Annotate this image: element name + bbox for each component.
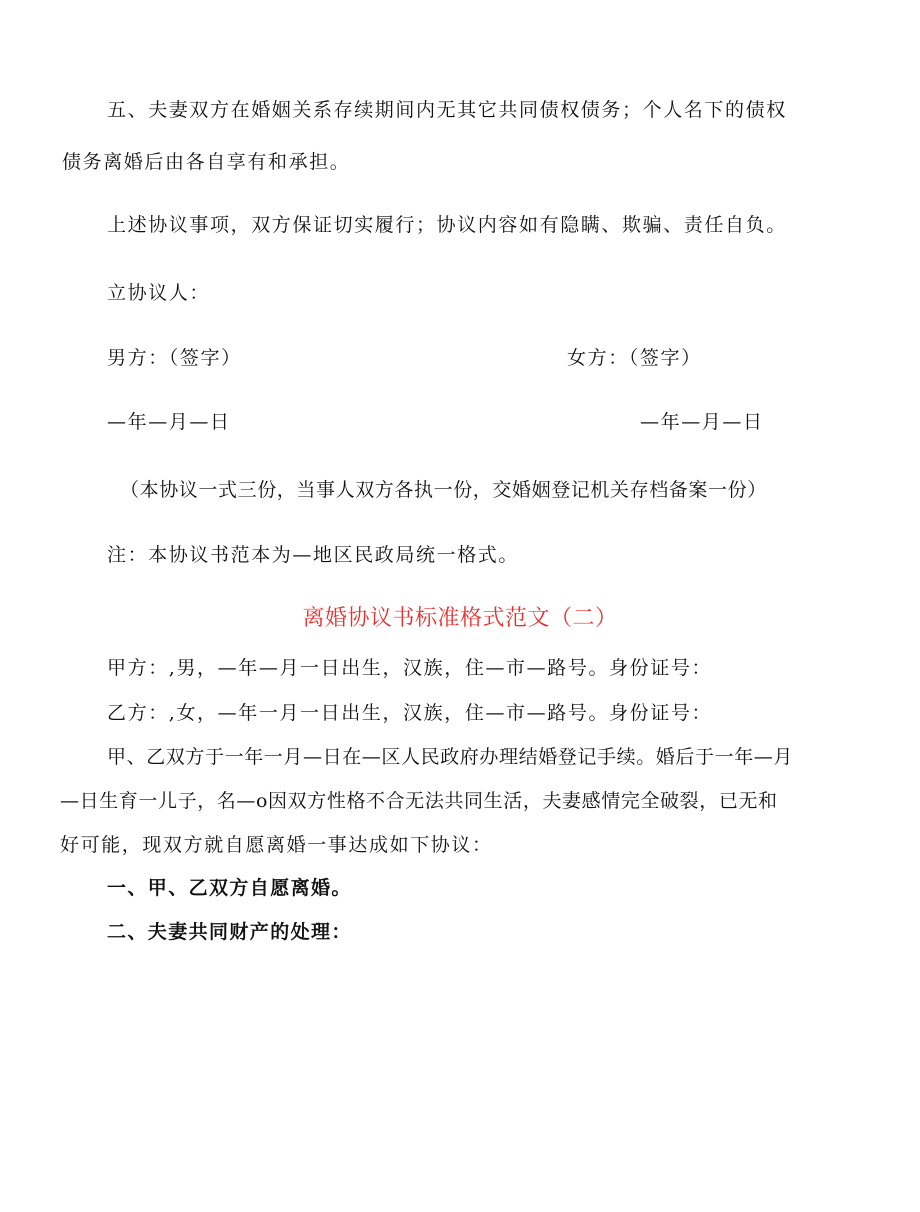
guarantee-paragraph: 上述协议事项，双方保证切实履行；协议内容如有隐瞒、欺骗、责任自负。: [107, 214, 787, 236]
item5-line2: 债务离婚后由各自享有和承担。: [62, 151, 351, 173]
section-title: 离婚协议书标准格式范文（二）: [302, 606, 618, 631]
copies-note: （本协议一式三份，当事人双方各执一份，交婚姻登记机关存档备案一份）: [120, 479, 767, 501]
intro-line2: —日生育一儿子，名—o因双方性格不合无法共同生活，夫妻感情完全破裂，已无和: [60, 790, 778, 812]
format-note: 注：本协议书范本为—地区民政局统一格式。: [107, 544, 520, 566]
signatories-label: 立协议人：: [107, 282, 211, 304]
date-left: —年—月—日: [107, 411, 231, 433]
female-signature-line: 女方：（签字）: [567, 347, 702, 369]
party-a-line: 甲方：,男，—年—月一日出生，汉族，住—市—路号。身份证号：: [107, 657, 713, 679]
party-b-line: 乙方：,女，—年一月一日出生，汉族，住—市—路号。身份证号：: [107, 702, 713, 724]
date-right: —年—月—日: [640, 411, 764, 433]
intro-line3: 好可能，现双方就自愿离婚一事达成如下协议：: [60, 834, 493, 856]
clause-1: 一、甲、乙双方自愿离婚。: [107, 877, 352, 899]
item5-line1: 五、夫妻双方在婚姻关系存续期间内无其它共同债权债务；个人名下的债权: [107, 99, 787, 121]
male-signature-line: 男方：（签字）: [107, 347, 242, 369]
clause-2: 二、夫妻共同财产的处理：: [107, 921, 352, 943]
intro-line1: 甲、乙双方于一年一月—日在—区人民政府办理结婚登记手续。婚后于一年—月: [107, 746, 794, 768]
